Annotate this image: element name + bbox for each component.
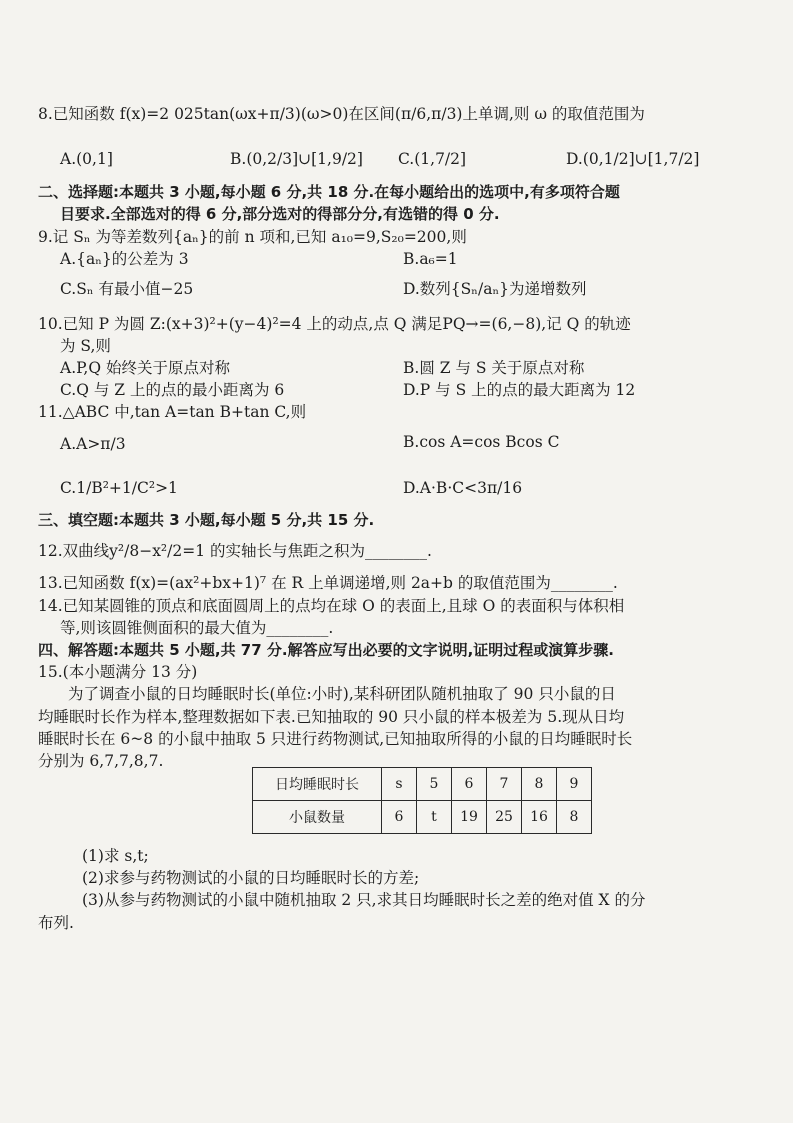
section2-heading-cont: 目要求.全部选对的得 6 分,部分选对的得部分分,有选错的得 0 分.	[60, 205, 500, 223]
table-cell: 7	[487, 768, 522, 801]
q15-para-line4: 分别为 6,7,7,8,7.	[38, 752, 164, 770]
q9-option-b: B.a₆=1	[403, 250, 458, 268]
q9-option-a: A.{aₙ}的公差为 3	[60, 250, 189, 268]
table-cell: t	[417, 801, 452, 834]
q8-option-c: C.(1,7/2]	[398, 150, 467, 168]
table-row	[253, 801, 592, 834]
q8-option-b: B.(0,2/3]∪[1,9/2]	[230, 150, 363, 168]
table-cell: 6	[452, 768, 487, 801]
q10-option-b: B.圆 Z 与 S 关于原点对称	[403, 359, 585, 377]
section3-heading: 三、填空题:本题共 3 小题,每小题 5 分,共 15 分.	[38, 511, 375, 529]
q15-para-line2: 均睡眠时长作为样本,整理数据如下表.已知抽取的 90 只小鼠的样本极差为 5.现从日均	[38, 708, 625, 726]
q15-title: 15.(本小题满分 13 分)	[38, 663, 198, 681]
q11-option-a: A.A>π/3	[60, 435, 126, 453]
table-cell: 日均睡眠时长	[253, 768, 382, 801]
q8-stem: 8.已知函数 f(x)=2 025tan(ωx+π/3)(ω>0)在区间(π/6,π/3)上单调,则 ω 的取值范围为	[38, 105, 645, 123]
q15-part3-cont: 布列.	[38, 914, 74, 932]
q11-stem: 11.△ABC 中,tan A=tan B+tan C,则	[38, 403, 307, 421]
q10-option-a: A.P,Q 始终关于原点对称	[60, 359, 230, 377]
q10-stem-cont: 为 S,则	[60, 337, 111, 355]
table-cell: 9	[557, 768, 592, 801]
sleep-data-table	[252, 767, 592, 834]
section4-heading: 四、解答题:本题共 5 小题,共 77 分.解答应写出必要的文字说明,证明过程或演算步骤.	[38, 641, 614, 659]
section2-heading: 二、选择题:本题共 3 小题,每小题 6 分,共 18 分.在每小题给出的选项中,有多项符合题	[38, 183, 620, 201]
table-row	[253, 768, 592, 801]
table-cell: 25	[487, 801, 522, 834]
table-cell: 小鼠数量	[253, 801, 382, 834]
q15-para-line1: 为了调查小鼠的日均睡眠时长(单位:小时),某科研团队随机抽取了 90 只小鼠的日	[68, 685, 616, 703]
q15-part1: (1)求 s,t;	[82, 847, 149, 865]
table-cell: s	[382, 768, 417, 801]
q15-part2: (2)求参与药物测试的小鼠的日均睡眠时长的方差;	[82, 869, 420, 887]
q15-part3: (3)从参与药物测试的小鼠中随机抽取 2 只,求其日均睡眠时长之差的绝对值 X 的分	[82, 891, 646, 909]
q9-option-d: D.数列{Sₙ/aₙ}为递增数列	[403, 280, 587, 298]
q11-option-c: C.1/B²+1/C²>1	[60, 479, 178, 497]
table-cell: 8	[557, 801, 592, 834]
table-cell: 8	[522, 768, 557, 801]
q13-stem: 13.已知函数 f(x)=(ax²+bx+1)⁷ 在 R 上单调递增,则 2a+b 的取值范围为________.	[38, 574, 618, 592]
table-cell: 16	[522, 801, 557, 834]
q9-option-c: C.Sₙ 有最小值−25	[60, 280, 194, 298]
q11-option-b: B.cos A=cos Bcos C	[403, 433, 560, 451]
q8-option-a: A.(0,1]	[60, 150, 113, 168]
q8-option-d: D.(0,1/2]∪[1,7/2]	[566, 150, 700, 168]
q12-stem: 12.双曲线y²/8−x²/2=1 的实轴长与焦距之积为________.	[38, 542, 432, 560]
q10-option-d: D.P 与 S 上的点的最大距离为 12	[403, 381, 636, 399]
q10-stem: 10.已知 P 为圆 Z:(x+3)²+(y−4)²=4 上的动点,点 Q 满足PQ→=(6,−8),记 Q 的轨迹	[38, 315, 631, 333]
q11-option-d: D.A·B·C<3π/16	[403, 479, 523, 497]
q14-stem-cont: 等,则该圆锥侧面积的最大值为________.	[60, 619, 334, 637]
table-cell: 5	[417, 768, 452, 801]
table-cell: 19	[452, 801, 487, 834]
q14-stem: 14.已知某圆锥的顶点和底面圆周上的点均在球 O 的表面上,且球 O 的表面积与体积相	[38, 597, 625, 615]
q15-para-line3: 睡眠时长在 6~8 的小鼠中抽取 5 只进行药物测试,已知抽取所得的小鼠的日均睡眠时长	[38, 730, 633, 748]
table-cell: 6	[382, 801, 417, 834]
q9-stem: 9.记 Sₙ 为等差数列{aₙ}的前 n 项和,已知 a₁₀=9,S₂₀=200,则	[38, 228, 467, 246]
q10-option-c: C.Q 与 Z 上的点的最小距离为 6	[60, 381, 285, 399]
